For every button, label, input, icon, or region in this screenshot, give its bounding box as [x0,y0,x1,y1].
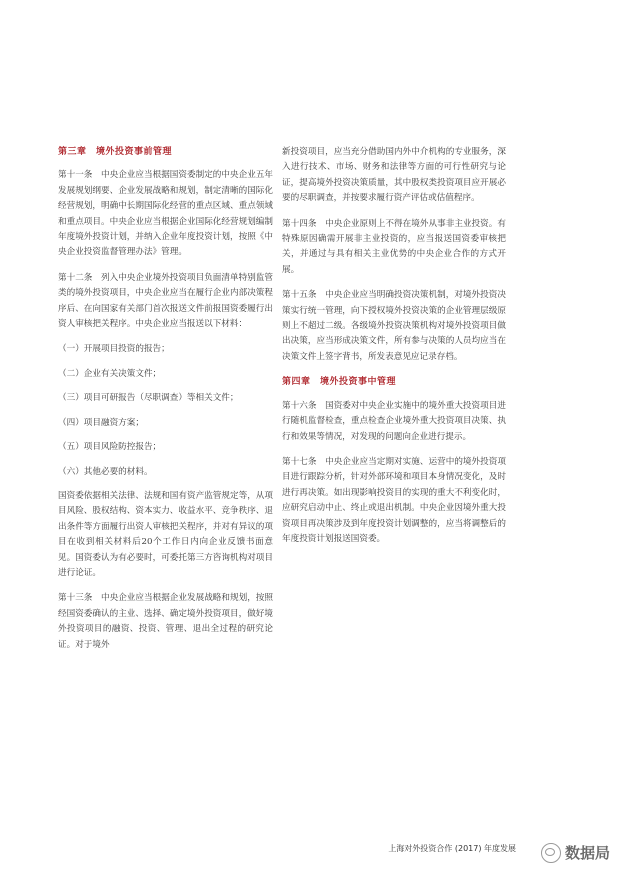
list-item: （四）项目融资方案； [58,417,144,428]
article-13-continued: 新投资项目，应当充分借助国内外中介机构的专业服务，深入进行技术、市场、财务和法律等方面的可行性研究与论证，提高境外投资决策质量，其中股权类投资项目应开展必要的尽职调查，并按要求履行资产评估或估值程序。 [282,147,506,204]
left-column [58,145,273,663]
article-11: 第十一条 中央企业应当根据国资委制定的中央企业五年发展规划纲要、企业发展战略和规划，制定清晰的国际化经营规划，明确中长期国际化经营的重点区域、重点领域和重点项目。中央企业应当根据企业国际化经营规划编制年度境外投资计划，并纳入企业年度投资计划，按照《中央企业投资监督管理办法》管理。 [58,170,273,258]
chapter-3-heading: 第三章 境外投资事前管理 [58,147,173,157]
right-column [282,145,506,557]
article-13: 第十三条 中央企业应当根据企业发展战略和规划，按照经国资委确认的主业、选择、确定境外投资项目，做好境外投资项目的融资、投资、管理、退出全过程的研究论证。对于境外 [58,593,273,650]
article-14: 第十四条 中央企业原则上不得在境外从事非主业投资。有特殊原因确需开展非主业投资的，应当报送国资委审核把关，并通过与具有相关主业优势的中央企业合作的方式开展。 [282,218,506,275]
footer-title: 上海对外投资合作 (2017) 年度发展 [388,844,516,853]
list-item: （六）其他必要的材料。 [58,466,153,477]
list-item: （五）项目风险防控报告； [58,442,162,453]
watermark-text: 数据局 [564,844,610,862]
list-item: （二）企业有关决策文件； [58,368,162,379]
article-17: 第十七条 中央企业应当定期对实施、运营中的境外投资项目进行跟踪分析，针对外部环境和项目本身情况变化，及时进行再决策。如出现影响投资目的实现的重大不利变化时，应研究启动中止、终止或退出机制。中央企业因境外重大投资项目再决策涉及到年度投资计划调整的，应当将调整后的年度投资计划报送国资委。 [282,456,506,544]
list-item: （三）项目可研报告（尽职调查）等相关文件； [58,393,239,404]
article-12-review: 国资委依据相关法律、法规和国有资产监管规定等，从项目风险、股权结构、资本实力、收益水平、竞争秩序、退出条件等方面履行出资人审核把关程序，并对有异议的项目在收到相关材料后20个工作日内向企业反馈书面意见。国资委认为有必要时，可委托第三方咨询机构对项目进行论证。 [58,490,273,578]
article-12: 第十二条 列入中央企业境外投资项目负面清单特别监管类的境外投资项目，中央企业应当在履行企业内部决策程序后、在向国家有关部门首次报送文件前报国资委履行出资人审核把关程序。中央企业应当报送以下材料： [58,272,273,330]
article-15: 第十五条 中央企业应当明确投资决策机制，对境外投资决策实行统一管理，向下授权境外投资决策的企业管理层级原则上不超过二级。各级境外投资决策机构对境外投资项目做出决策，应当形成决策文件，所有参与决策的人员均应当在决策文件上签字背书，所发表意见应记录存档。 [282,290,506,362]
chapter-4-heading: 第四章 境外投资事中管理 [282,377,397,388]
watermark [541,842,610,863]
wechat-icon [541,843,561,863]
list-item: （一）开展项目投资的报告； [58,344,170,355]
article-16: 第十六条 国资委对中央企业实施中的境外重大投资项目进行随机监督检查，重点检查企业境外重大投资项目决策、执行和效果等情况，对发现的问题向企业进行提示。 [282,400,506,442]
